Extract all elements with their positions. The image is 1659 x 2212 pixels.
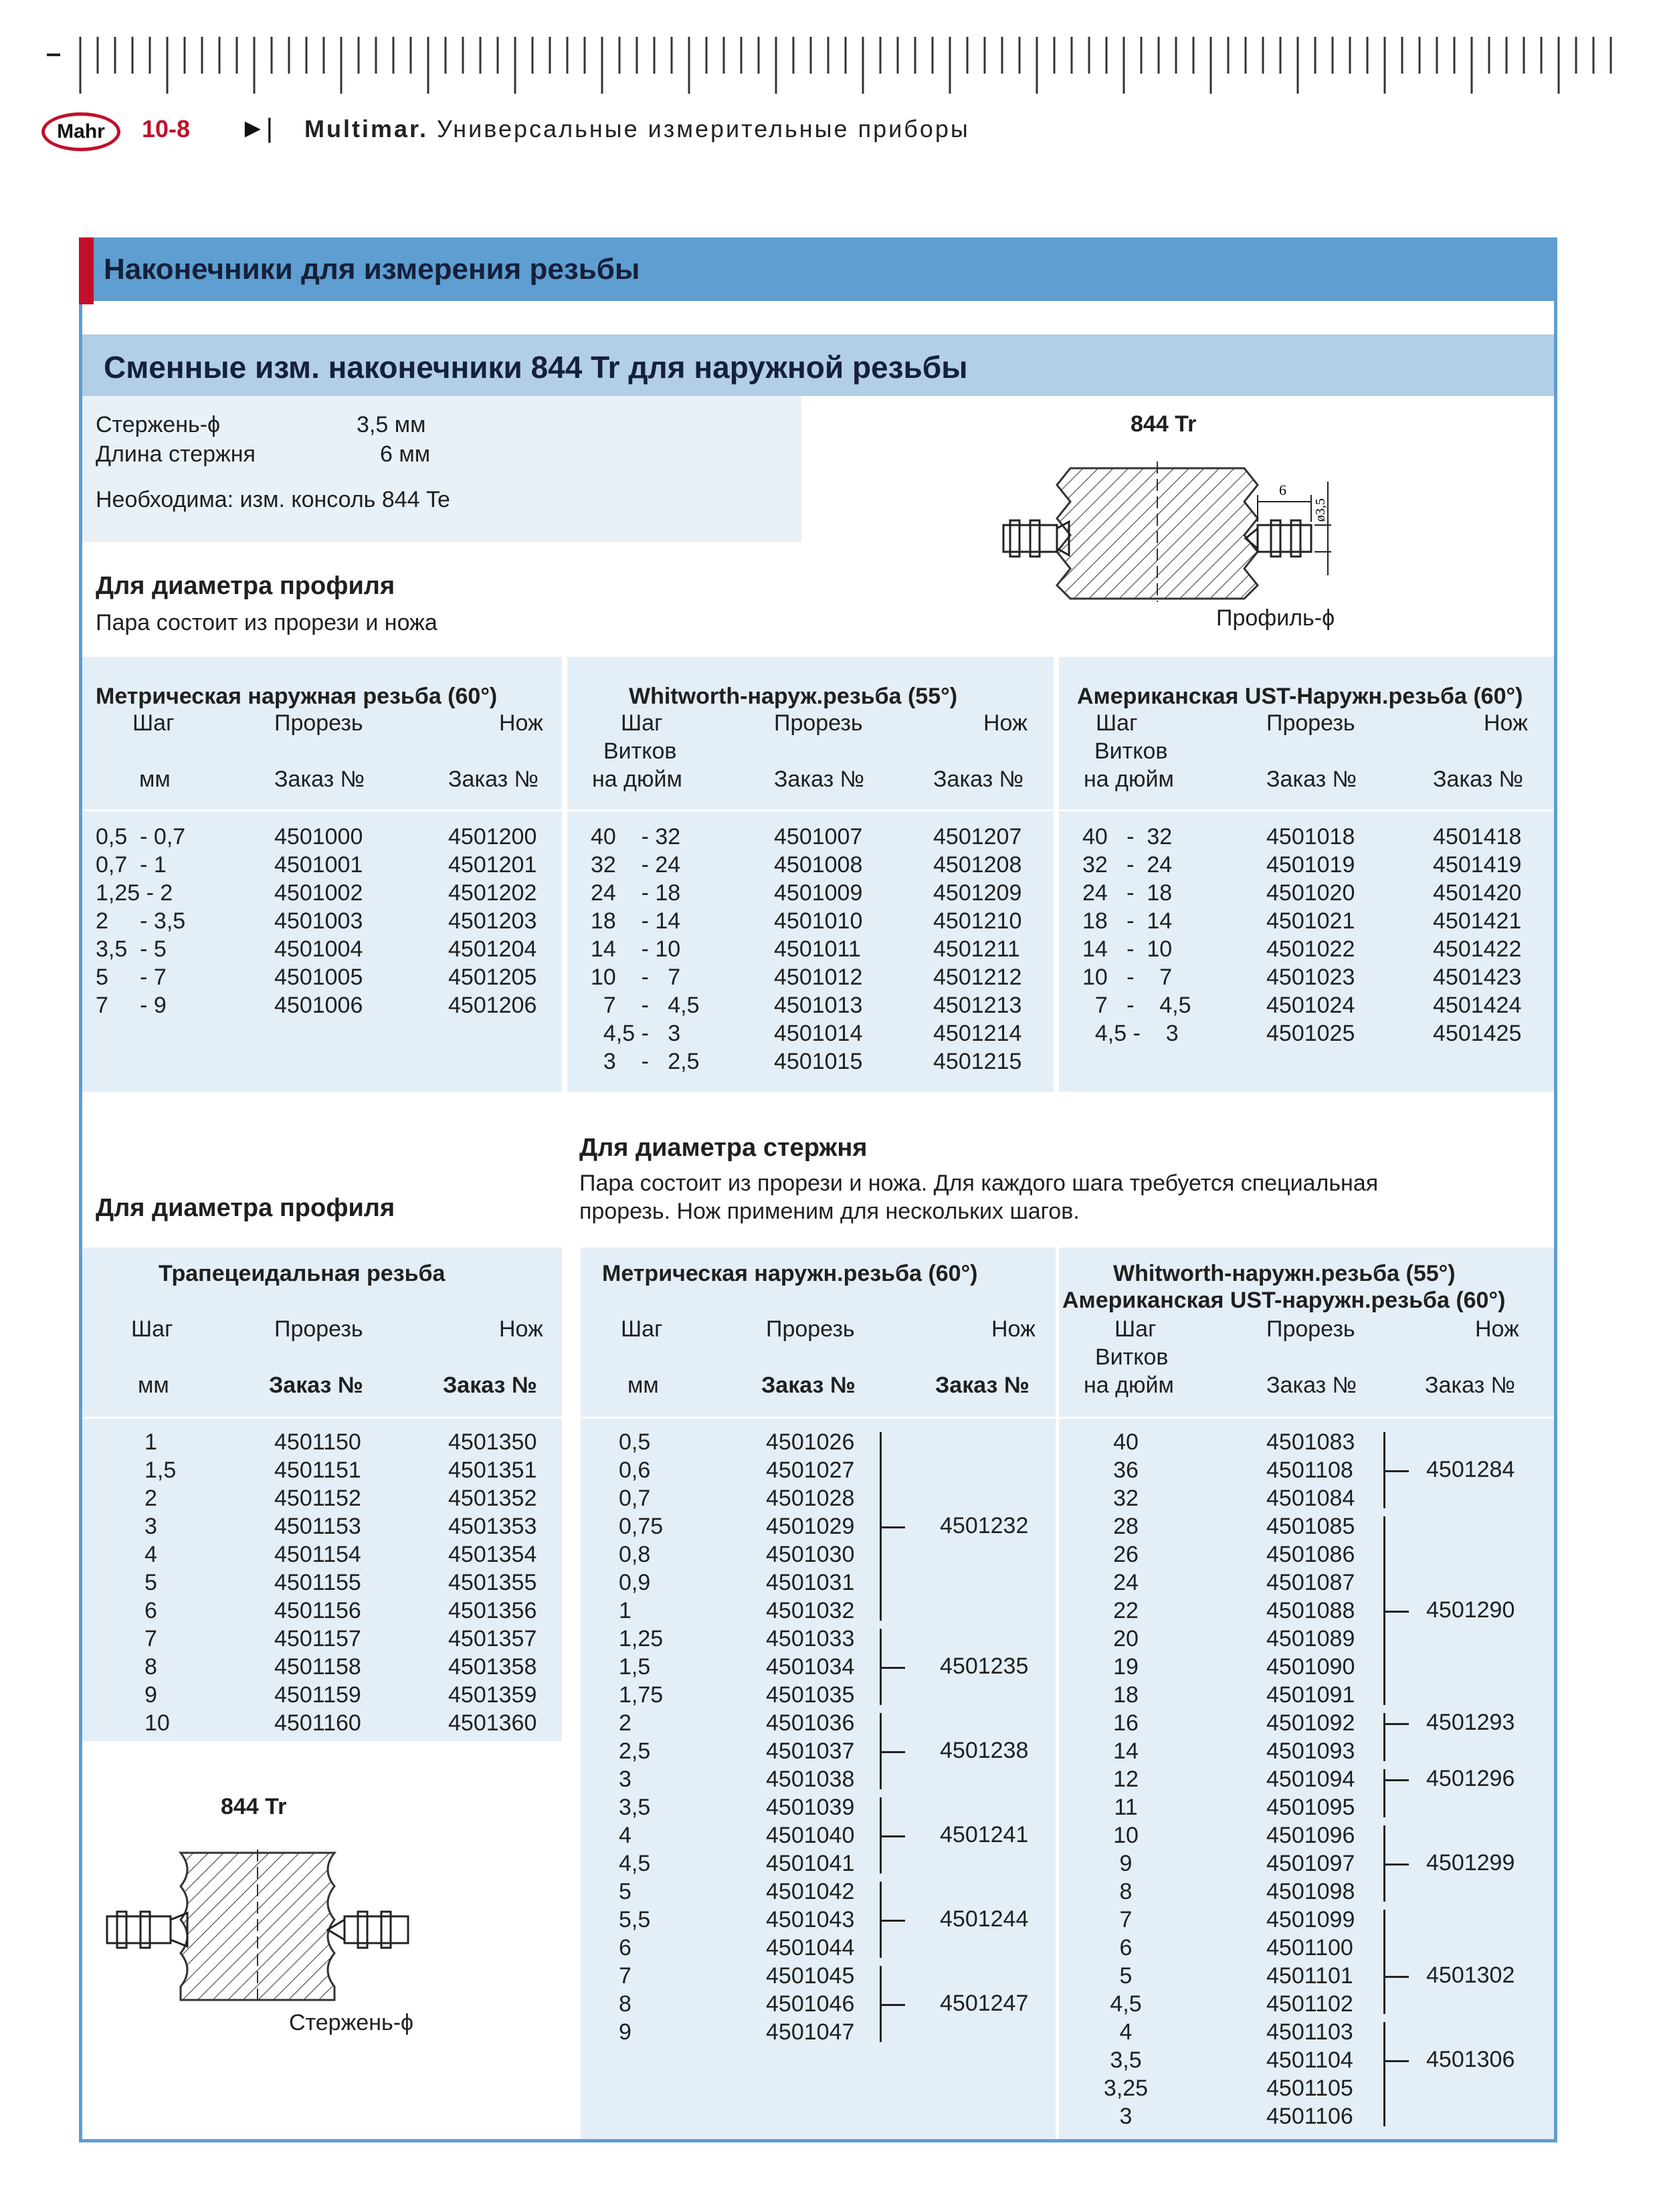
ust-col-pitch: Шаг [1096, 710, 1138, 736]
upper-header-rule [82, 809, 1554, 811]
metric-pitch-list: 0,5 - 0,7 0,7 - 1 1,25 - 2 2 - 3,5 3,5 - 5 5 - 7 7 - 9 [96, 824, 186, 1018]
group-knife-number: 4501302 [1426, 1963, 1515, 1988]
whit-ust-title-1: Whitworth-наружн.резьба (55°) [1113, 1261, 1456, 1286]
group-knife-number: 4501306 [1426, 2047, 1515, 2072]
shank-heading: Для диаметра стержня [579, 1134, 868, 1162]
mahr-logo: Mahr [41, 112, 120, 151]
trapezoid-slot-list: 4501150 4501151 4501152 4501153 4501154 4501155 4501156 4501157 4501158 4501159 4501160 [274, 1429, 361, 1736]
ust-order-slot: Заказ № [1266, 767, 1357, 792]
metric-title: Метрическая наружная резьба (60°) [96, 684, 498, 709]
metric-order-slot: Заказ № [274, 767, 365, 792]
ust-order-knife: Заказ № [1433, 767, 1524, 792]
trapezoid-pitch-list: 1 1,5 2 3 4 5 6 7 8 9 10 [144, 1429, 177, 1736]
whitworth-col-unit: на дюйм [592, 767, 682, 792]
group-tick [880, 1920, 905, 1922]
running-header: Multimar. Универсальные измерительные приборы [304, 115, 970, 142]
figure-top-title: 844 Tr [1131, 411, 1197, 437]
whit-ust-order-knife: Заказ № [1425, 1373, 1516, 1398]
group-tick [1383, 1723, 1409, 1725]
figure-bottom-caption: Стержень-ϕ [289, 2010, 414, 2035]
whitworth-col-pitch: Шаг [621, 710, 663, 736]
metric2-pitch-list: 0,5 0,6 0,7 0,75 0,8 0,9 1 1,25 1,5 1,75 2 2,5 3 3,5 4 4,5 5 5,5 6 7 8 9 [619, 1429, 664, 2045]
metric2-slot-list: 4501026 4501027 4501028 4501029 4501030 4501031 4501032 4501033 4501034 4501035 4501036 4501037 4501038 4501039 4501040 4501041 4501042 4501043 4501044 4501045 4501046 4501047 [766, 1429, 855, 2045]
trapezoid-col-slot: Прорезь [274, 1316, 363, 1342]
dim-35-label: ø3,5 [1313, 498, 1328, 522]
group-tick [880, 1667, 905, 1669]
group-tick [880, 2004, 905, 2006]
shank-figure [94, 1846, 468, 2007]
ust-slot-list: 4501018 4501019 4501020 4501021 4501022 4501023 4501024 4501025 [1266, 824, 1355, 1046]
whit-ust-title-2: Американская UST-наружн.резьба (60°) [1062, 1288, 1506, 1313]
group-tick [1383, 1976, 1409, 1978]
group-tick [1383, 1470, 1409, 1472]
ust-knife-list: 4501418 4501419 4501420 4501421 4501422 4501423 4501424 4501425 [1433, 824, 1522, 1046]
whit-ust-order-slot: Заказ № [1266, 1373, 1357, 1398]
subsection-band [82, 334, 1554, 396]
whit-ust-col-turns: Витков [1095, 1344, 1169, 1370]
shank-value: 3,5 мм [357, 412, 426, 437]
trapezoid-col-pitch: Шаг [131, 1316, 173, 1342]
group-knife-number: 4501290 [1426, 1597, 1515, 1623]
section-title: Наконечники для измерения резьбы [104, 253, 640, 286]
metric2-col-pitch: Шаг [621, 1316, 663, 1342]
trapezoid-col-knife: Нож [499, 1316, 543, 1342]
metric-col-slot: Прорезь [274, 710, 363, 736]
profile-note: Пара состоит из прорези и ножа [96, 610, 437, 635]
group-tick [1383, 1864, 1409, 1866]
metric-col-unit: мм [139, 767, 171, 792]
ust-col-unit: на дюйм [1084, 767, 1174, 792]
metric-slot-list: 4501000 4501001 4501002 4501003 4501004 4501005 4501006 [274, 824, 363, 1018]
group-bracket [1383, 1769, 1385, 1817]
figure-bottom-title: 844 Tr [221, 1794, 287, 1819]
trapezoid-order-knife: Заказ № [443, 1373, 537, 1398]
metric-order-knife: Заказ № [448, 767, 539, 792]
shank-note-2: прорезь. Нож применим для нескольких шагов. [579, 1199, 1080, 1224]
metric2-order-knife: Заказ № [935, 1373, 1030, 1398]
group-tick [1383, 1779, 1409, 1781]
group-bracket [1383, 1713, 1385, 1761]
whit-ust-col-pitch: Шаг [1114, 1316, 1157, 1342]
profile-figure [990, 455, 1351, 602]
whitworth-pitch-list: 40 - 32 32 - 24 24 - 18 18 - 14 14 - 10 10 - 7 7 - 4,5 4,5 - 3 3 - 2,5 [591, 824, 700, 1074]
ust-col-knife: Нож [1484, 710, 1528, 736]
metric2-col-slot: Прорезь [766, 1316, 855, 1342]
trapezoid-col-unit: мм [138, 1373, 169, 1398]
whitworth-col-slot: Прорезь [774, 710, 863, 736]
whitworth-order-slot: Заказ № [774, 767, 865, 792]
section-band [82, 241, 1554, 301]
ust-col-slot: Прорезь [1266, 710, 1355, 736]
group-bracket [1383, 2022, 1385, 2126]
group-knife-number: 4501232 [940, 1513, 1029, 1538]
metric-col-knife: Нож [499, 710, 543, 736]
whit-ust-col-slot: Прорезь [1266, 1316, 1355, 1342]
shank-label: Стержень-ϕ [96, 412, 221, 437]
group-tick [880, 1526, 905, 1528]
required-note: Необходима: изм. консоль 844 Te [96, 487, 450, 512]
group-knife-number: 4501299 [1426, 1850, 1515, 1876]
whitworth-order-knife: Заказ № [933, 767, 1024, 792]
whitworth-title: Whitworth-наруж.резьба (55°) [629, 684, 958, 709]
metric2-title: Метрическая наружн.резьба (60°) [602, 1261, 978, 1286]
metric2-col-unit: мм [627, 1373, 659, 1398]
group-knife-number: 4501241 [940, 1822, 1029, 1847]
group-tick [1383, 1611, 1409, 1613]
trapezoid-knife-list: 4501350 4501351 4501352 4501353 4501354 4501355 4501356 4501357 4501358 4501359 4501360 [448, 1429, 537, 1736]
metric2-order-slot: Заказ № [761, 1373, 856, 1398]
group-knife-number: 4501247 [940, 1991, 1029, 2016]
figure-top-caption: Профиль-ϕ [1216, 605, 1335, 631]
dim-6-label: 6 [1279, 482, 1286, 498]
whitworth-col-turns: Витков [603, 738, 677, 764]
metric-col-pitch: Шаг [132, 710, 175, 736]
group-knife-number: 4501238 [940, 1738, 1029, 1763]
whit-ust-col-knife: Нож [1475, 1316, 1519, 1342]
play-arrow-icon: ►| [239, 114, 273, 143]
top-ruler [0, 0, 1659, 94]
whitworth-col-knife: Нож [983, 710, 1028, 736]
ust-col-turns: Витков [1094, 738, 1168, 764]
profile-heading: Для диаметра профиля [96, 572, 395, 600]
whitworth-slot-list: 4501007 4501008 4501009 4501010 4501011 4501012 4501013 4501014 4501015 [774, 824, 863, 1074]
ust-title: Американская UST-Наружн.резьба (60°) [1077, 684, 1523, 709]
lower-header-rule [82, 1417, 1554, 1419]
whit-ust-pitch-list: 40 36 32 28 26 24 22 20 19 18 16 14 12 11 10 9 8 7 6 5 4,5 4 3,5 3,25 3 [1103, 1429, 1149, 2129]
length-label: Длина стержня [96, 441, 256, 467]
subsection-title: Сменные изм. наконечники 844 Tr для наружной резьбы [104, 350, 968, 385]
whit-ust-col-unit: на дюйм [1084, 1373, 1174, 1398]
length-value: 6 мм [380, 441, 431, 467]
whit-ust-slot-list: 4501083 4501108 4501084 4501085 4501086 4501087 4501088 4501089 4501090 4501091 4501092 4501093 4501094 4501095 4501096 4501097 4501098 4501099 4501100 4501101 4501102 4501103 4501104 4501105 4501106 [1266, 1429, 1355, 2129]
profile-heading-2: Для диаметра профиля [96, 1194, 395, 1222]
metric-knife-list: 4501200 4501201 4501202 4501203 4501204 4501205 4501206 [448, 824, 537, 1018]
whitworth-knife-list: 4501207 4501208 4501209 4501210 4501211 4501212 4501213 4501214 4501215 [933, 824, 1022, 1074]
group-knife-number: 4501235 [940, 1653, 1029, 1679]
ust-pitch-list: 40 - 32 32 - 24 24 - 18 18 - 14 14 - 10 10 - 7 7 - 4,5 4,5 - 3 [1082, 824, 1191, 1046]
group-knife-number: 4501293 [1426, 1710, 1515, 1735]
trapezoid-order-slot: Заказ № [269, 1373, 363, 1398]
group-tick [880, 1751, 905, 1753]
shank-note-1: Пара состоит из прорези и ножа. Для каждого шага требуется специальная [579, 1171, 1379, 1196]
spec-box [82, 396, 801, 542]
trapezoid-title: Трапецеидальная резьба [159, 1261, 446, 1286]
group-tick [1383, 2060, 1409, 2062]
group-knife-number: 4501296 [1426, 1766, 1515, 1791]
section-marker [79, 237, 94, 304]
page-number: 10-8 [142, 115, 191, 142]
group-tick [880, 1835, 905, 1837]
group-bracket [1383, 1910, 1385, 2014]
metric2-col-knife: Нож [991, 1316, 1036, 1342]
group-knife-number: 4501284 [1426, 1457, 1515, 1482]
group-knife-number: 4501244 [940, 1906, 1029, 1932]
